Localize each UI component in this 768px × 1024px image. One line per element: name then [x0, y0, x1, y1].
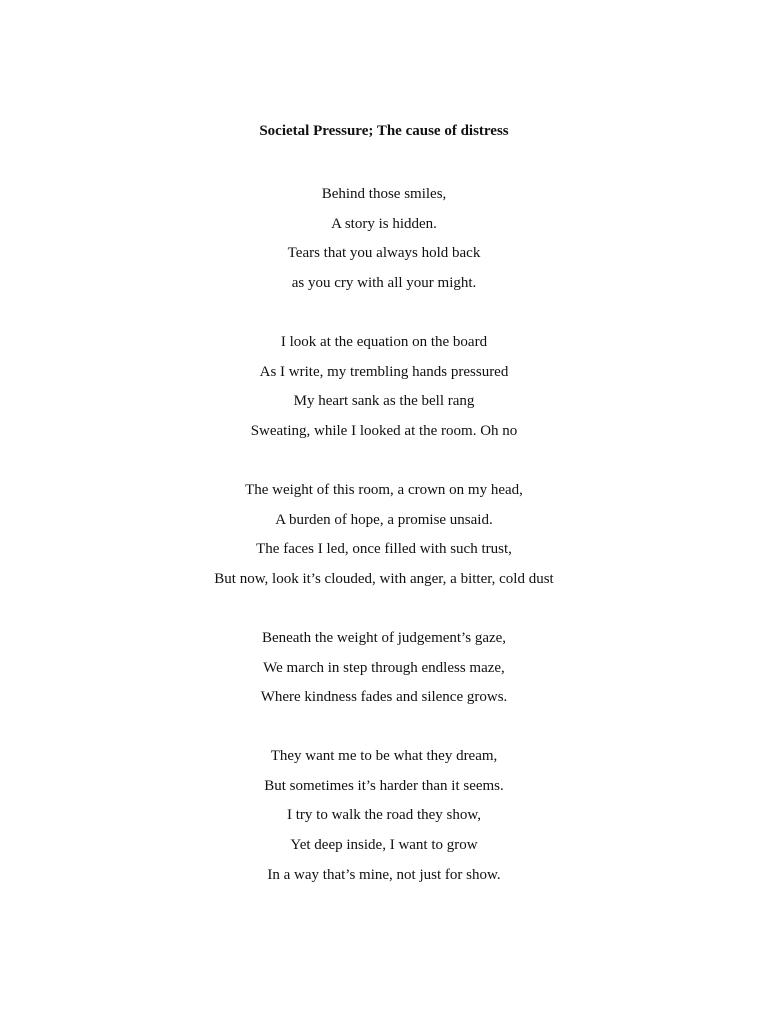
poem-title: Societal Pressure; The cause of distress — [259, 123, 509, 139]
stanza-5 — [0, 742, 768, 890]
poem-line: Behind those smiles, — [321, 186, 447, 202]
poem-line: A story is hidden. — [331, 215, 437, 232]
stanza-1 — [0, 180, 768, 298]
poem-line: as you cry with all your might. — [291, 274, 477, 291]
poem-line: I look at the equation on the board — [280, 333, 488, 350]
poem-line: But sometimes it’s harder than it seems. — [264, 777, 504, 794]
stanza-4 — [0, 624, 768, 713]
poem-line: We march in step through endless maze, — [263, 659, 505, 676]
poem-line: Sweating, while I looked at the room. Oh no — [250, 422, 518, 439]
poem-line: In a way that’s mine, not just for show. — [267, 866, 501, 883]
poem-body — [0, 180, 768, 920]
poem-line: Yet deep inside, I want to grow — [290, 837, 478, 854]
poem-line: As I write, my trembling hands pressured — [259, 363, 509, 380]
poem-line: Beneath the weight of judgement’s gaze, — [261, 629, 507, 646]
poem-line: I try to walk the road they show, — [287, 807, 481, 824]
poem-line: A burden of hope, a promise unsaid. — [275, 511, 493, 528]
stanza-3 — [0, 476, 768, 594]
poem-line: But now, look it’s clouded, with anger, a bitter, cold dust — [214, 570, 554, 587]
poem-line: The weight of this room, a crown on my head, — [245, 481, 523, 498]
poem-line: My heart sank as the bell rang — [293, 393, 475, 410]
stanza-2 — [0, 328, 768, 446]
poem-line: Where kindness fades and silence grows. — [260, 689, 508, 706]
poem-line: They want me to be what they dream, — [270, 748, 498, 765]
poem-line: Tears that you always hold back — [287, 245, 481, 262]
poem-line: The faces I led, once filled with such trust, — [256, 541, 512, 558]
